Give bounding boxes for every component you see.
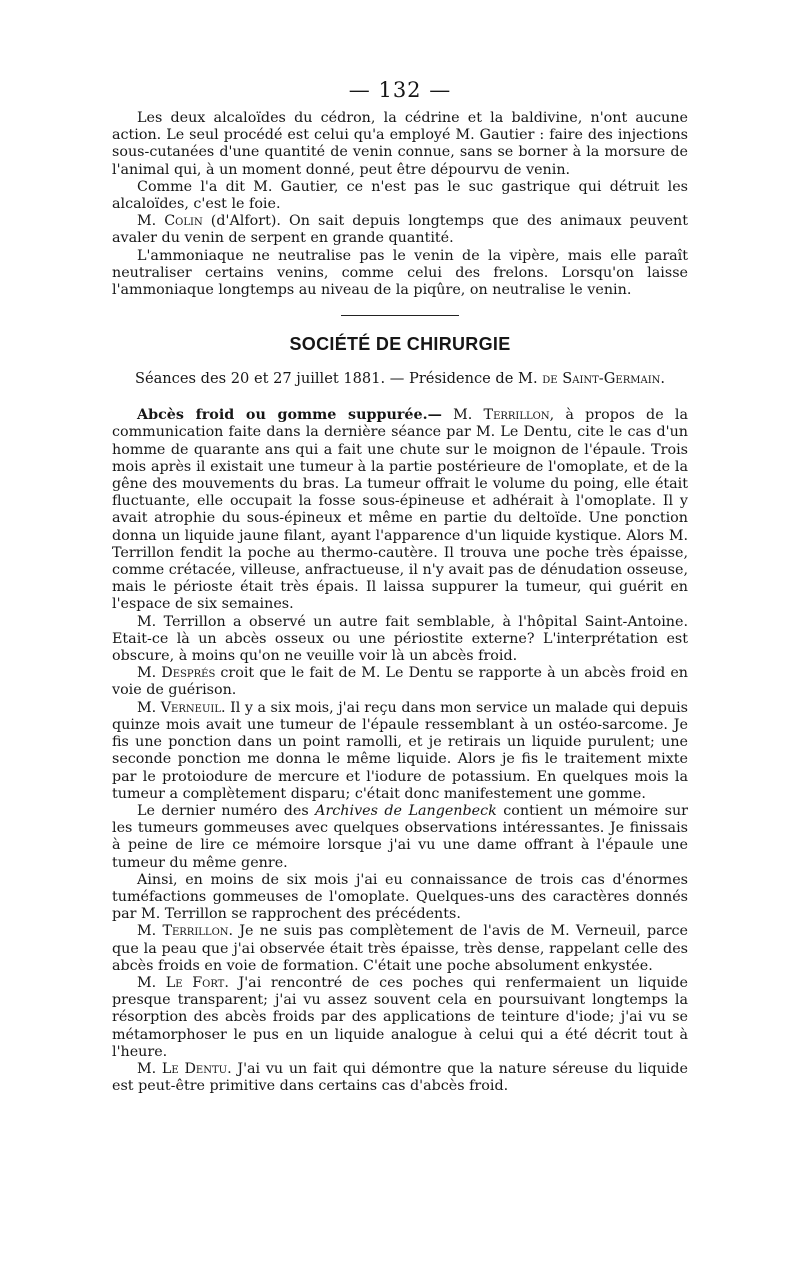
speaker-le-fort: M. Le Fort bbox=[137, 974, 225, 991]
paragraph-terrillon-reply bbox=[112, 923, 688, 975]
paragraph-langenbeck bbox=[112, 803, 688, 872]
paragraph-colin bbox=[112, 213, 688, 247]
document-page bbox=[112, 78, 688, 1095]
paragraph-le-fort-text: . J'ai rencontré de ces poches qui renfermaient un liquide presque transparent; j'ai vu assez souvent cela en poursuivant longtemps la résorption des abcès froids par des applications de teinture d'iode; j'ai vu se métamorphoser le pus en un liquide analogue à celui qui a été décrit tout à l'heure. bbox=[112, 974, 688, 1060]
paragraph-tumefactions: Ainsi, en moins de six mois j'ai eu connaissance de trois cas d'énormes tuméfactions gommeuses de l'omoplate. Quelques-uns des caractères donnés par M. Terrillon se rapprochent des précédents. bbox=[112, 871, 688, 923]
section-divider bbox=[341, 315, 459, 316]
article-heading: Abcès froid ou gomme suppurée.— bbox=[137, 407, 442, 424]
paragraph-verneuil bbox=[112, 700, 688, 803]
paragraph-abces-froid-text: , à propos de la communication faite dans la dernière séance par M. Le Dentu, cite le cas d'un homme de quarante ans qui a fait une chute sur le moignon de l'épaule. Trois mois après il existait une tumeur à la partie postérieure de l'omoplate, et de la gêne des mouvements du bras. La tumeur offrait le volume du poing, elle était fluctuante, elle occupait la fosse sous-épineuse et adhérait à l'omoplate. Il y avait atrophie du sous-épineux et même en partie du deltoïde. Une ponction donna un liquide jaune filant, ayant l'apparence d'un liquide kystique. Alors M. Terrillon fendit la poche au thermo-cautère. Il trouva une poche très épaisse, comme crétacée, villeuse, anfractueuse, il n'y avait pas de dénudation osseuse, mais le périoste était très épais. Il laissa suppurer la tumeur, qui guérit en l'espace de six semaines. bbox=[112, 407, 688, 613]
paragraph-le-dentu-text: . J'ai vu un fait qui démontre que la nature séreuse du liquide est peut-être primitive dans certains cas d'abcès froid. bbox=[112, 1060, 688, 1095]
paragraph-despres-text: croit que le fait de M. Le Dentu se rapporte à un abcès froid en voie de guérison. bbox=[112, 665, 689, 699]
paragraph-despres bbox=[112, 665, 688, 699]
speaker-terrillon: M. Terrillon bbox=[441, 407, 550, 424]
speaker-colin: M. Colin bbox=[137, 213, 203, 230]
speaker-despres: M. Després bbox=[137, 665, 216, 682]
paragraph-langenbeck-before: Le dernier numéro des bbox=[137, 802, 316, 819]
journal-title: Archives de Langenbeck bbox=[315, 802, 497, 819]
page-number: — 132 — bbox=[348, 78, 452, 102]
seance-president: de Saint-Germain. bbox=[542, 370, 666, 388]
paragraph-le-fort bbox=[112, 975, 688, 1061]
paragraph-le-dentu bbox=[112, 1061, 688, 1095]
speaker-terrillon-reply: M. Terrillon bbox=[137, 923, 229, 940]
paragraph-terrillon-reply-text: . Je ne suis pas complètement de l'avis de M. Verneuil, parce que la peau que j'ai observée était très épaisse, très dense, rappelant celle des abcès froids en voie de formation. C'était une poche absolument enkystée. bbox=[112, 923, 688, 974]
speaker-le-dentu: M. Le Dentu bbox=[137, 1060, 228, 1077]
paragraph-langenbeck-after: contient un mémoire sur les tumeurs gommeuses avec quelques observations intéressantes. Je finissais à peine de lire ce mémoire lorsque j'ai vu une dame offrant à l'épaule une tumeur du même genre. bbox=[112, 802, 689, 871]
paragraph-colin-text: (d'Alfort). On sait depuis longtemps que des animaux peuvent avaler du venin de serpent en grande quantité. bbox=[112, 213, 688, 247]
paragraph-abces-froid bbox=[112, 407, 688, 613]
paragraph-terrillon-observation: M. Terrillon a observé un autre fait semblable, à l'hôpital Saint-Antoine. Etait-ce là un abcès osseux ou une périostite externe? L'interprétation est obscure, à moins qu'on ne veuille voir là un abcès froid. bbox=[112, 613, 688, 665]
speaker-verneuil: M. Verneuil bbox=[137, 699, 221, 716]
paragraph-verneuil-text: . Il y a six mois, j'ai reçu dans mon service un malade qui depuis quinze mois avait une tumeur de l'épaule ressemblant à un ostéo-sarcome. Je fis une ponction dans un point ramolli, et je retirais un liquide purulent; une seconde ponction me donna le même liquide. Alors je fis le traitement mixte par le protoiodure de mercure et l'iodure de potassium. En quelques mois la tumeur a complètement disparu; c'était donc manifestement une gomme. bbox=[112, 699, 688, 802]
section-title: SOCIÉTÉ DE CHIRURGIE bbox=[289, 334, 511, 355]
paragraph-alkaloids: Les deux alcaloïdes du cédron, la cédrine et la baldivine, n'ont aucune action. Le seul procédé est celui qu'a employé M. Gautier : faire des injections sous-cutanées d'une quantité de venin connue, sans se borner à la morsure de l'animal qui, à un moment donné, peut être dépourvu de venin. bbox=[112, 110, 688, 178]
paragraph-ammoniaque: L'ammoniaque ne neutralise pas le venin de la vipère, mais elle paraît neutraliser certains venins, comme celui des frelons. Lorsqu'on laisse l'ammoniaque longtemps au niveau de la piqûre, on neutralise le venin. bbox=[112, 247, 688, 299]
paragraph-gautier: Comme l'a dit M. Gautier, ce n'est pas le suc gastrique qui détruit les alcaloïdes, c'est le foie. bbox=[112, 178, 688, 213]
seance-text: Séances des 20 et 27 juillet 1881. — Présidence de M. bbox=[134, 370, 543, 388]
seance-line bbox=[112, 370, 688, 388]
